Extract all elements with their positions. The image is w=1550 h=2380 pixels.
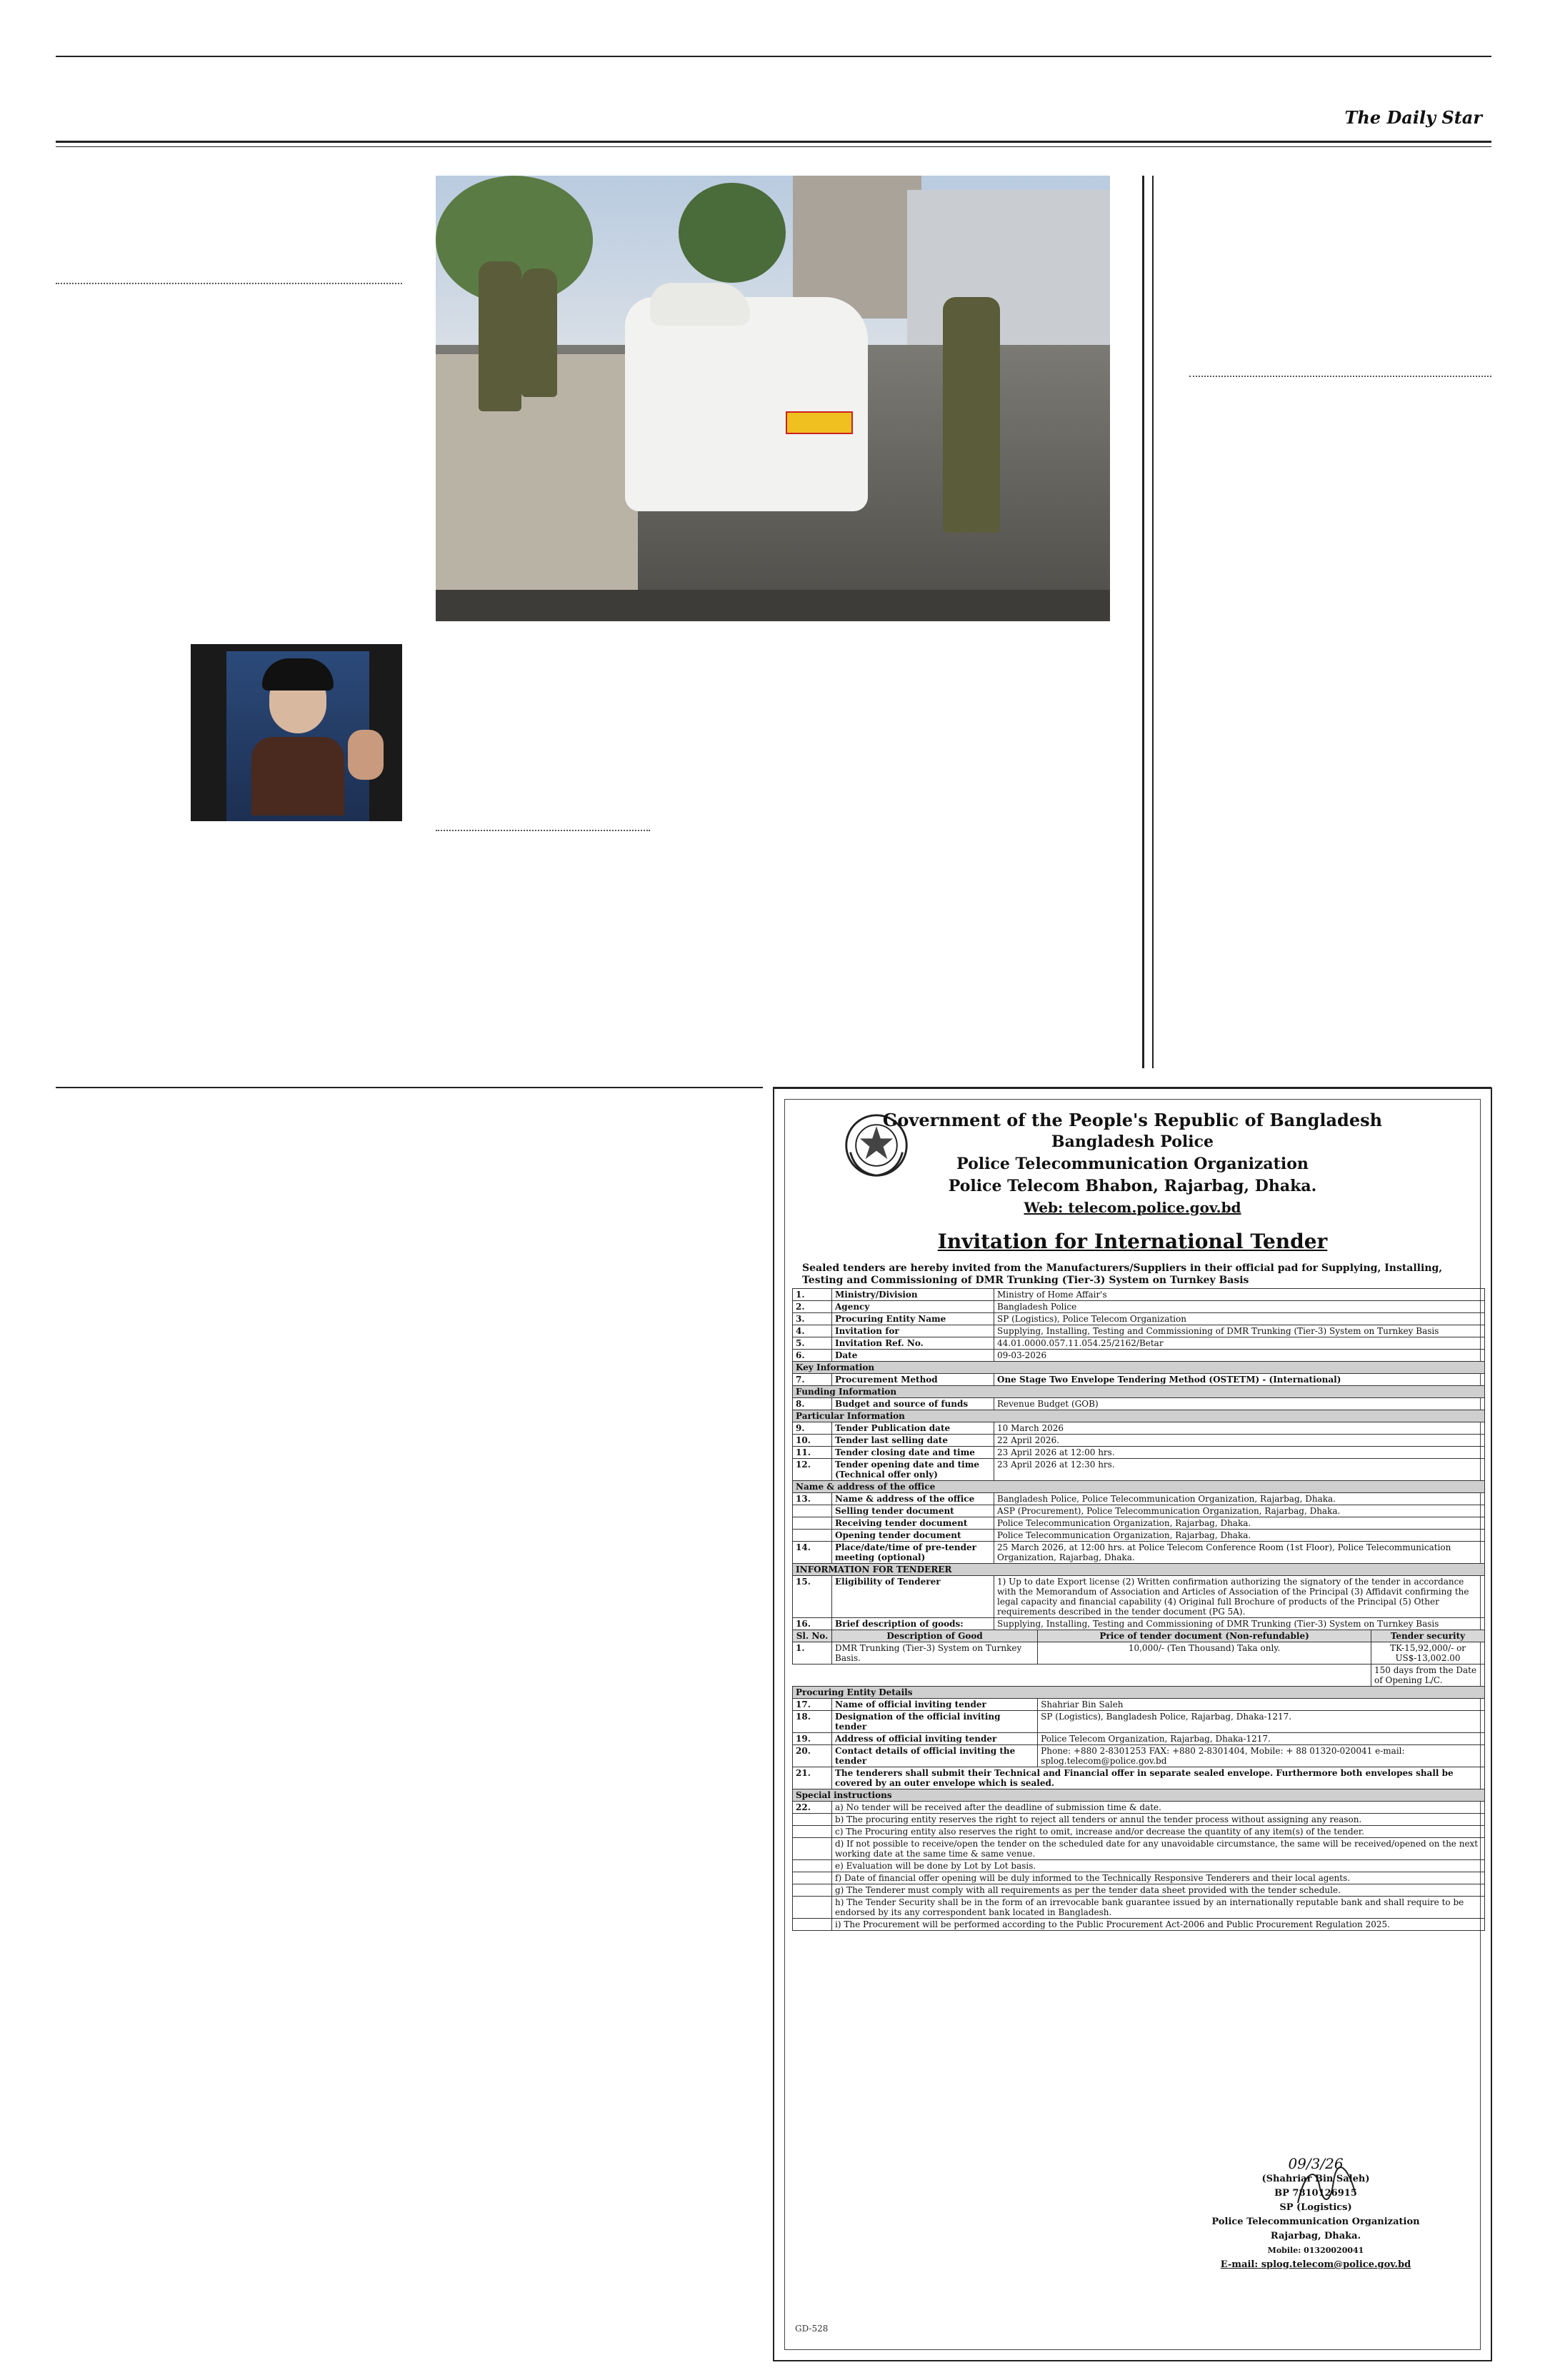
signatory-name: (Shahriar Bin Saleh)	[1261, 2174, 1370, 2184]
section-header	[793, 1481, 1485, 1493]
table-row	[793, 1398, 1485, 1410]
table-row	[793, 1802, 1485, 1814]
table-cell	[793, 1919, 832, 1931]
table-cell	[793, 1872, 832, 1884]
table-cell: 10.	[793, 1435, 832, 1447]
table-cell: SP (Logistics), Bangladesh Police, Rajarbag, Dhaka-1217.	[1038, 1711, 1485, 1733]
section-header	[793, 1789, 1485, 1802]
table-cell: f) Date of financial offer opening will be duly informed to the Technically Responsive Tenderers and their local agents.	[832, 1872, 1485, 1884]
table-row	[793, 1542, 1485, 1564]
vertical-column-rule-b	[1152, 176, 1154, 1068]
table-cell: Supplying, Installing, Testing and Commissioning of DMR Trunking (Tier-3) System on Turnkey Basis	[994, 1325, 1485, 1337]
table-cell: Agency	[832, 1301, 994, 1313]
table-row	[793, 1517, 1485, 1530]
table-cell	[793, 1838, 832, 1860]
table-cell: 7.	[793, 1374, 832, 1386]
masthead-logo: The Daily Star	[1344, 107, 1482, 128]
table-cell: d) If not possible to receive/open the tender on the scheduled date for any unavoidable circumstance, the same will be received/opened on the next working date at the same time & same venue.	[832, 1838, 1485, 1860]
table-cell: Tender closing date and time	[832, 1447, 994, 1459]
table-cell	[793, 1826, 832, 1838]
section-header	[793, 1386, 1485, 1398]
news-photo-damaged-car	[436, 176, 1110, 621]
table-cell: a) No tender will be received after the deadline of submission time & date.	[832, 1802, 1485, 1814]
signatory-bp: BP 7810126915	[1274, 2188, 1357, 2199]
table-cell: 1.	[793, 1642, 832, 1665]
table-cell	[793, 1517, 832, 1530]
ad-org-line-4: Police Telecom Bhabon, Rajarbag, Dhaka.	[948, 1177, 1317, 1195]
table-row	[793, 1814, 1485, 1826]
table-row	[793, 1745, 1485, 1767]
table-row	[793, 1447, 1485, 1459]
table-row	[793, 1337, 1485, 1350]
ad-org-line-1: Government of the People's Republic of Bangladesh	[882, 1110, 1383, 1130]
table-row	[793, 1289, 1485, 1301]
table-cell: 25 March 2026, at 12:00 hrs. at Police Telecom Conference Room (1st Floor), Police Telecommunication Organization, Rajarbag, Dhaka.	[994, 1542, 1485, 1564]
table-cell: TK-15,92,000/- or US$-13,002.00	[1371, 1642, 1485, 1665]
table-cell: 10 March 2026	[994, 1422, 1485, 1435]
table-row	[793, 1350, 1485, 1362]
table-cell: g) The Tenderer must comply with all requirements as per the tender data sheet provided with the tender schedule.	[832, 1884, 1485, 1897]
table-row	[793, 1767, 1485, 1789]
table-row	[793, 1838, 1485, 1860]
table-row	[793, 1884, 1485, 1897]
ad-frame	[784, 1099, 1481, 2350]
table-row	[793, 1422, 1485, 1435]
table-cell: 20.	[793, 1745, 832, 1767]
table-row	[793, 1313, 1485, 1325]
table-cell: 4.	[793, 1325, 832, 1337]
table-cell: Phone: +880 2-8301253 FAX: +880 2-8301404, Mobile: + 88 01320-020041 e-mail: splog.telecom@police.gov.bd	[1038, 1745, 1485, 1767]
table-cell: Name of official inviting tender	[832, 1699, 1038, 1711]
table-cell: 09-03-2026	[994, 1350, 1485, 1362]
table-cell: c) The Procuring entity also reserves the right to omit, increase and/or decrease the quantity of any item(s) of the tender.	[832, 1826, 1485, 1838]
table-cell: Ministry/Division	[832, 1289, 994, 1301]
table-row	[793, 1872, 1485, 1884]
table-cell: Bangladesh Police, Police Telecommunication Organization, Rajarbag, Dhaka.	[994, 1493, 1485, 1505]
table-cell: Funding Information	[793, 1386, 1485, 1398]
table-cell: Receiving tender document	[832, 1517, 994, 1530]
table-cell: The tenderers shall submit their Technical and Financial offer in separate sealed envelope. Furthermore both envelopes shall be covered by an outer envelope which is sealed.	[832, 1767, 1485, 1789]
table-cell: Opening tender document	[832, 1530, 994, 1542]
table-cell: Procuring Entity Details	[793, 1687, 1485, 1699]
signature-block	[1201, 2156, 1430, 2272]
table-row	[793, 1665, 1485, 1687]
table-cell	[793, 1860, 832, 1872]
table-cell: 15.	[793, 1576, 832, 1618]
table-row	[793, 1826, 1485, 1838]
table-cell: Tender last selling date	[832, 1435, 994, 1447]
table-cell: SP (Logistics), Police Telecom Organization	[994, 1313, 1485, 1325]
table-cell: 21.	[793, 1767, 832, 1789]
table-row	[793, 1493, 1485, 1505]
table-cell: 22.	[793, 1802, 832, 1814]
table-cell: 1) Up to date Export license (2) Written confirmation authorizing the signatory of the tender in accordance with the Memorandum of Association and Articles of Association of the Principal (3) Affidavit confirming the legal capacity and financial capability (4) Original full Brochure of products of the Principal (5) Other requirements described in the tender document (PG 5A).	[994, 1576, 1485, 1618]
table-row	[793, 1919, 1485, 1931]
table-cell: h) The Tender Security shall be in the form of an irrevocable bank guarantee issued by an internationally reputable bank and shall require to be endorsed by its any correspondent bank located in Bangladesh.	[832, 1897, 1485, 1919]
table-cell: 5.	[793, 1337, 832, 1350]
signatory-mobile: Mobile: 01320020041	[1267, 2246, 1364, 2255]
table-cell: 1.	[793, 1289, 832, 1301]
section-header	[793, 1362, 1485, 1374]
signatory-title: SP (Logistics)	[1279, 2202, 1352, 2213]
table-cell: Particular Information	[793, 1410, 1485, 1422]
table-row	[793, 1530, 1485, 1542]
table-cell: 8.	[793, 1398, 832, 1410]
table-row	[793, 1435, 1485, 1447]
table-cell: INFORMATION FOR TENDERER	[793, 1564, 1485, 1576]
table-cell: ASP (Procurement), Police Telecommunication Organization, Rajarbag, Dhaka.	[994, 1505, 1485, 1517]
table-row	[793, 1374, 1485, 1386]
table-cell	[793, 1505, 832, 1517]
table-cell: One Stage Two Envelope Tendering Method (OSTETM) - (International)	[994, 1374, 1485, 1386]
table-row	[793, 1733, 1485, 1745]
tender-table	[792, 1288, 1485, 1931]
table-cell: 11.	[793, 1447, 832, 1459]
ad-web-link[interactable]: Web: telecom.police.gov.bd	[1024, 1199, 1241, 1216]
table-cell: Revenue Budget (GOB)	[994, 1398, 1485, 1410]
table-cell: Designation of the official inviting tender	[832, 1711, 1038, 1733]
bottom-section-rule	[56, 1087, 763, 1088]
center-column-divider	[436, 830, 650, 831]
section-header	[793, 1687, 1485, 1699]
table-cell: 16.	[793, 1618, 832, 1630]
table-cell: i) The Procurement will be performed according to the Public Procurement Act-2006 and Public Procurement Regulation 2025.	[832, 1919, 1485, 1931]
table-row	[793, 1897, 1485, 1919]
table-cell: Description of Good	[832, 1630, 1038, 1642]
table-cell	[793, 1814, 832, 1826]
table-cell: Budget and source of funds	[832, 1398, 994, 1410]
table-cell: Tender opening date and time (Technical offer only)	[832, 1459, 994, 1481]
table-cell: e) Evaluation will be done by Lot by Lot basis.	[832, 1860, 1485, 1872]
table-cell: 6.	[793, 1350, 832, 1362]
table-cell: Police Telecommunication Organization, Rajarbag, Dhaka.	[994, 1517, 1485, 1530]
ad-title: Invitation for International Tender	[937, 1230, 1328, 1253]
table-row	[793, 1459, 1485, 1481]
top-rule	[56, 56, 1491, 57]
table-cell: 44.01.0000.057.11.054.25/2162/Betar	[994, 1337, 1485, 1350]
table-cell: 9.	[793, 1422, 832, 1435]
table-cell: Police Telecommunication Organization, Rajarbag, Dhaka.	[994, 1530, 1485, 1542]
table-cell: Key Information	[793, 1362, 1485, 1374]
news-photo-portrait-poster	[191, 644, 402, 821]
completion-time: 150 days from the Date of Opening L/C.	[1371, 1665, 1485, 1687]
table-cell: Invitation for	[832, 1325, 994, 1337]
table-cell: Procuring Entity Name	[832, 1313, 994, 1325]
table-cell: Address of official inviting tender	[832, 1733, 1038, 1745]
signatory-email[interactable]: E-mail: splog.telecom@police.gov.bd	[1220, 2259, 1411, 2270]
table-cell: Supplying, Installing, Testing and Commissioning of DMR Trunking (Tier-3) System on Turnkey Basis	[994, 1618, 1485, 1630]
section-header	[793, 1564, 1485, 1576]
table-row	[793, 1301, 1485, 1313]
table-cell: 23 April 2026 at 12:30 hrs.	[994, 1459, 1485, 1481]
table-cell	[793, 1884, 832, 1897]
table-cell: Eligibility of Tenderer	[832, 1576, 994, 1618]
table-cell: Selling tender document	[832, 1505, 994, 1517]
left-column-divider	[56, 283, 402, 284]
table-cell: Brief description of goods:	[832, 1618, 994, 1630]
tender-advertisement	[773, 1088, 1492, 2361]
table-cell: Ministry of Home Affair's	[994, 1289, 1485, 1301]
table-row	[793, 1505, 1485, 1517]
table-row	[793, 1711, 1485, 1733]
table-row	[793, 1618, 1485, 1630]
table-cell: Place/date/time of pre-tender meeting (optional)	[832, 1542, 994, 1564]
header-rule-thick	[56, 141, 1491, 143]
table-cell: Shahriar Bin Saleh	[1038, 1699, 1485, 1711]
table-cell: 18.	[793, 1711, 832, 1733]
table-cell: Tender Publication date	[832, 1422, 994, 1435]
table-cell: Procurement Method	[832, 1374, 994, 1386]
table-cell: Contact details of official inviting the tender	[832, 1745, 1038, 1767]
table-row	[793, 1325, 1485, 1337]
table-cell: 3.	[793, 1313, 832, 1325]
table-cell: Price of tender document (Non-refundable)	[1038, 1630, 1371, 1642]
table-cell: Tender security	[1371, 1630, 1485, 1642]
goods-row	[793, 1642, 1485, 1665]
table-cell: 19.	[793, 1733, 832, 1745]
table-cell: 10,000/- (Ten Thousand) Taka only.	[1038, 1642, 1371, 1665]
table-row	[793, 1576, 1485, 1618]
table-cell: Sl. No.	[793, 1630, 832, 1642]
goods-header-row	[793, 1630, 1485, 1642]
table-cell	[793, 1897, 832, 1919]
table-row	[793, 1699, 1485, 1711]
signatory-org: Police Telecommunication Organization	[1211, 2216, 1420, 2227]
table-cell: Name & address of the office	[793, 1481, 1485, 1493]
vertical-column-rule-a	[1142, 176, 1144, 1068]
table-cell: 14.	[793, 1542, 832, 1564]
table-cell: Special instructions	[793, 1789, 1485, 1802]
table-cell	[793, 1530, 832, 1542]
table-row	[793, 1860, 1485, 1872]
section-header	[793, 1410, 1485, 1422]
table-cell: Name & address of the office	[832, 1493, 994, 1505]
right-column-divider	[1189, 376, 1491, 377]
table-cell: 23 April 2026 at 12:00 hrs.	[994, 1447, 1485, 1459]
table-cell: 12.	[793, 1459, 832, 1481]
table-cell: Bangladesh Police	[994, 1301, 1485, 1313]
signature-date: 09/3/26	[1288, 2155, 1344, 2172]
ad-code: GD-528	[795, 2324, 829, 2334]
table-cell: 13.	[793, 1493, 832, 1505]
table-cell: 22 April 2026.	[994, 1435, 1485, 1447]
table-cell: Invitation Ref. No.	[832, 1337, 994, 1350]
table-cell: Police Telecom Organization, Rajarbag, Dhaka-1217.	[1038, 1733, 1485, 1745]
signatory-location: Rajarbag, Dhaka.	[1270, 2231, 1361, 2241]
table-cell: 17.	[793, 1699, 832, 1711]
header-rule-thin	[56, 146, 1491, 147]
table-cell: DMR Trunking (Tier-3) System on Turnkey Basis.	[832, 1642, 1038, 1665]
table-cell: Date	[832, 1350, 994, 1362]
ad-org-line-2: Bangladesh Police	[1051, 1133, 1214, 1151]
ad-intro: Sealed tenders are hereby invited from the Manufacturers/Suppliers in their official pad for Supplying, Installing, Testing and Commissioning of DMR Trunking (Tier-3) System on Turnkey Basis	[802, 1262, 1443, 1286]
table-cell: 2.	[793, 1301, 832, 1313]
ad-org-line-3: Police Telecommunication Organization	[956, 1155, 1309, 1173]
table-cell	[793, 1665, 1371, 1687]
table-cell: b) The procuring entity reserves the right to reject all tenders or annul the tender process without assigning any reason.	[832, 1814, 1485, 1826]
